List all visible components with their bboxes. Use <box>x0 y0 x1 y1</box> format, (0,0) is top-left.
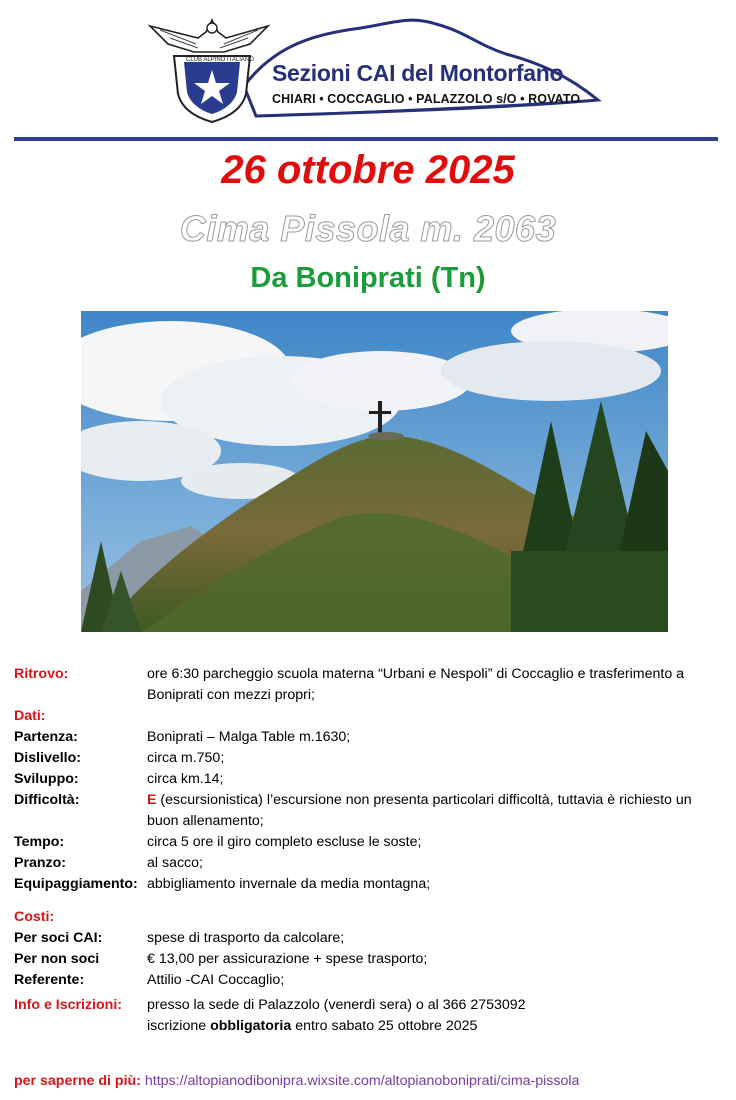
row-ritrovo <box>14 664 724 706</box>
row-non-soci <box>14 949 724 970</box>
event-info <box>14 664 724 1037</box>
row-partenza <box>14 727 724 748</box>
iscrizioni-label: Info e Iscrizioni: <box>14 997 122 1013</box>
footer-link[interactable]: https://altopianodibonipra.wixsite.com/altopianoboniprati/cima-pissola <box>144 1073 580 1089</box>
soci-label: Per soci CAI: <box>14 930 103 946</box>
logo-title: Sezioni CAI del Montorfano <box>272 60 564 86</box>
footer-label: per saperne di più: <box>14 1073 141 1089</box>
ritrovo-value: ore 6:30 parcheggio scuola materna “Urbani e Nespoli” di Coccaglio e trasferimento a Boniprati con mezzi propri; <box>147 666 685 703</box>
costi-heading: Costi: <box>14 909 55 925</box>
ritrovo-label: Ritrovo: <box>14 666 69 682</box>
soci-value: spese di trasporto da calcolare; <box>147 930 345 946</box>
row-dati <box>14 706 724 727</box>
equipaggiamento-label: Equipaggiamento: <box>14 876 138 892</box>
iscrizioni-value <box>147 995 724 1037</box>
row-difficolta <box>14 790 724 832</box>
equipaggiamento-value: abbigliamento invernale da media montagna; <box>147 876 431 892</box>
iscrizioni-line2 <box>147 1016 724 1037</box>
event-origin: Da Boniprati (Tn) <box>250 262 486 294</box>
iscrizioni-line2-post: entro sabato 25 ottobre 2025 <box>291 1018 478 1034</box>
cai-logo <box>146 14 606 126</box>
tempo-value: circa 5 ore il giro completo escluse le soste; <box>147 834 422 850</box>
difficolta-label: Difficoltà: <box>14 792 80 808</box>
row-iscrizioni <box>14 995 724 1037</box>
row-tempo <box>14 832 724 853</box>
mountain-summit-cross-photo-icon <box>81 311 668 632</box>
logo-subtitle: CHIARI • COCCAGLIO • PALAZZOLO s/O • ROVATO <box>272 92 581 106</box>
difficolta-value <box>147 790 724 832</box>
referente-value: Attilio -CAI Coccaglio; <box>147 972 285 988</box>
partenza-value: Boniprati – Malga Table m.1630; <box>147 729 351 745</box>
summit-photo <box>81 311 668 632</box>
row-pranzo <box>14 853 724 874</box>
dati-heading: Dati: <box>14 708 46 724</box>
badge-text: CLUB ALPINO ITALIANO <box>186 57 254 63</box>
tempo-label: Tempo: <box>14 834 65 850</box>
row-costi <box>14 907 724 928</box>
sviluppo-label: Sviluppo: <box>14 771 79 787</box>
row-soci <box>14 928 724 949</box>
non-soci-value: € 13,00 per assicurazione + spese trasporto; <box>147 951 428 967</box>
dislivello-label: Dislivello: <box>14 750 82 766</box>
difficolta-grade: E <box>147 792 157 808</box>
pranzo-value: al sacco; <box>147 855 203 871</box>
iscrizioni-line2-pre: iscrizione <box>147 1018 211 1034</box>
sviluppo-value: circa km.14; <box>147 771 224 787</box>
difficolta-text: (escursionistica) l’escursione non presenta particolari difficoltà, tuttavia è richiesto un buon allenamento; <box>147 792 692 829</box>
header-rule <box>14 137 718 141</box>
partenza-label: Partenza: <box>14 729 78 745</box>
event-peak: Cima Pissola m. 2063 <box>179 208 557 249</box>
iscrizioni-line1: presso la sede di Palazzolo (venerdì sera) o al 366 2753092 <box>147 997 526 1013</box>
row-equipaggiamento <box>14 874 724 895</box>
non-soci-label: Per non soci <box>14 951 100 967</box>
iscrizioni-line2-bold: obbligatoria <box>210 1018 292 1034</box>
referente-label: Referente: <box>14 972 85 988</box>
row-referente <box>14 970 724 991</box>
dislivello-value: circa m.750; <box>147 750 225 766</box>
footer <box>14 1073 579 1089</box>
event-date: 26 ottobre 2025 <box>221 148 515 192</box>
row-sviluppo <box>14 769 724 790</box>
row-dislivello <box>14 748 724 769</box>
pranzo-label: Pranzo: <box>14 855 67 871</box>
